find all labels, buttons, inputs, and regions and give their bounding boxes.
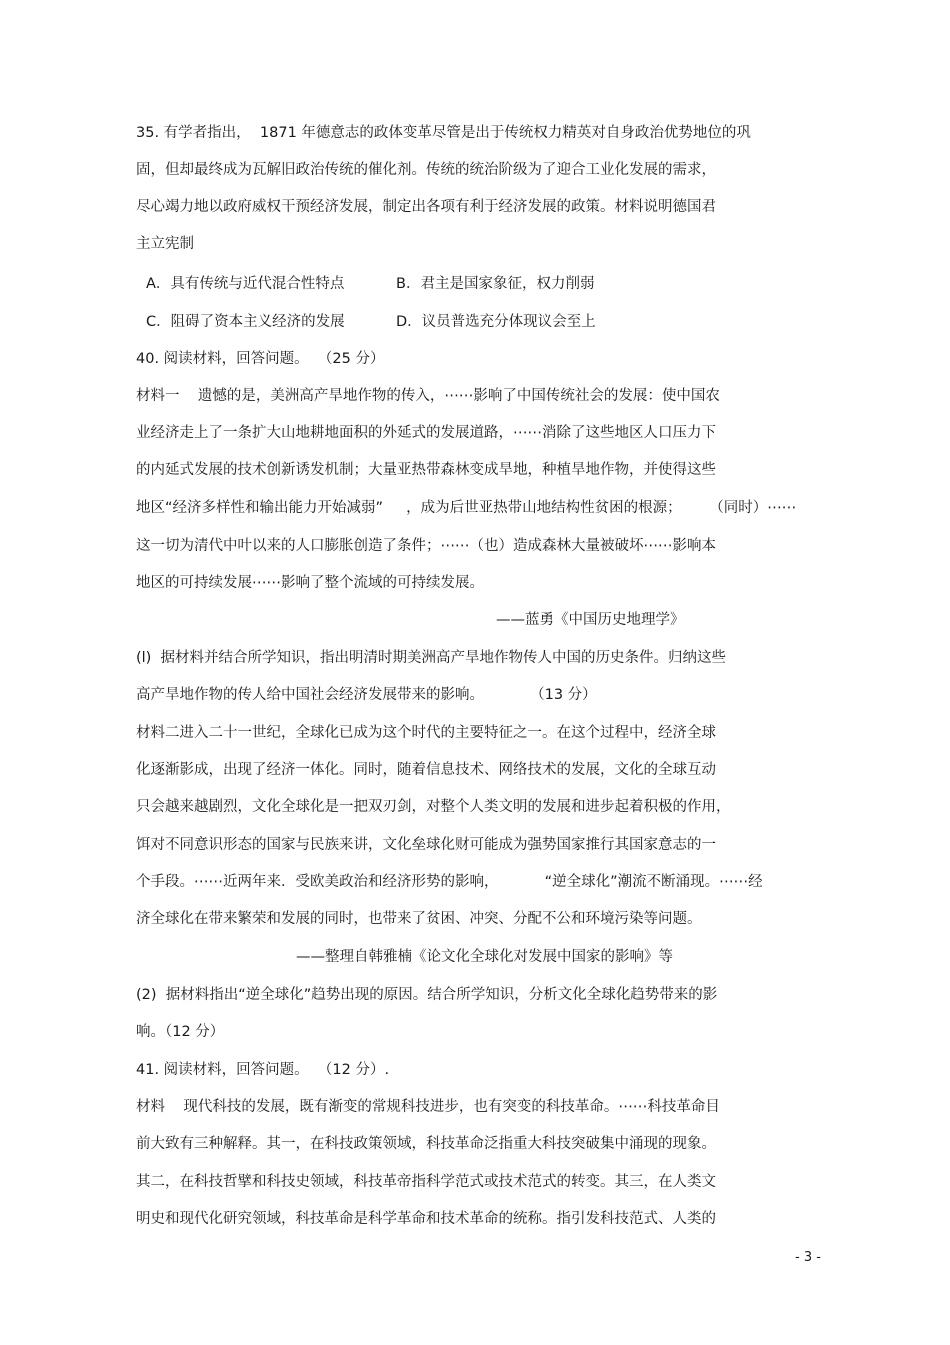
q40-material2-line-4: 饵对不同意识形态的国家与民族来讲，文化垒球化财可能成为强势国家推行其国家意志的一 xyxy=(136,837,716,853)
q40-material2-line-3: 只会越来越剧烈，文化全球化是一把双刃剑，对整个人类文明的发展和进步起着积极的作用， xyxy=(136,799,731,815)
q41-material-line-4: 明史和现代化研究领域，科技革命是科学革命和技术革命的统称。指引发科技范式、人类的 xyxy=(136,1211,716,1227)
q35-line-1: 35. 有学者指出， 1871 年德意志的政体变革尽管是出于传统权力精英对自身政治优势地位的巩 xyxy=(136,125,751,141)
q40-material1-line-2: 业经济走上了一条扩大山地耕地面积的外延式的发展道路，⋯⋯消除了这些地区人口压力下 xyxy=(136,425,716,441)
q40-material1-line-6: 地区的可持续发展⋯⋯影响了整个流域的可持续发展。 xyxy=(136,575,484,591)
q40-material1-line-5: 这一切为清代中叶以来的人口膨胀创造了条件；⋯⋯（也）造成森林大量被破坏⋯⋯影响本 xyxy=(136,538,716,554)
q41-material-line-3: 其二，在科技哲擘和科技史领域，科技革帝指科学范式或技术范式的转变。其三，在人类文 xyxy=(136,1174,716,1190)
q40-material1-line-1: 材料一 遗憾的是，美洲高产旱地作物的传入，⋯⋯影响了中国传统社会的发展：使中国农 xyxy=(136,388,720,404)
q35-line-2: 固，但却最终成为瓦解旧政治传统的催化剂。传统的统治阶级为了迎合工业化发展的需求， xyxy=(136,162,716,178)
q41-material-line-1: 材料 现代科技的发展，既有渐变的常规科技进步，也有突变的科技革命。⋯⋯科技革命目 xyxy=(136,1099,720,1115)
q40-source-1: ——蓝勇《中国历史地理学》 xyxy=(496,612,685,628)
q40-source-2: ——整理自韩雅楠《论文化全球化对发展中国家的影响》等 xyxy=(296,949,673,965)
q40-task2-line-1: (2) 据材料指出“逆全球化”趋势出现的原因。结合所学知识，分析文化全球化趋势带来的影 xyxy=(136,987,718,1003)
q35-line-4: 主立宪制 xyxy=(136,236,194,252)
q40-task1-line-2: 高产旱地作物的传人给中国社会经济发展带来的影响。 （13 分） xyxy=(136,687,597,703)
q35-option-d: D．议员普选充分体现议会至上 xyxy=(396,314,596,330)
q40-material2-line-1: 材料二进入二十一世纪，全球化已成为这个时代的主要特征之一。在这个过程中，经济全球 xyxy=(136,725,716,741)
q35-option-c: C．阻碍了资本主义经济的发展 xyxy=(146,314,345,330)
q40-material2-line-2: 化逐渐影成，出现了经济一体化。同时，随着信息技术、网络技术的发展，文化的全球互动 xyxy=(136,762,716,778)
q41-material-line-2: 前大致有三种解释。其一，在科技政策领域，科技革命泛指重大科技突破集中涌现的现象。 xyxy=(136,1136,716,1152)
q35-line-3: 尽心竭力地以政府威权干预经济发展，制定出各项有利于经济发展的政策。材料说明德国君 xyxy=(136,199,716,215)
q35-option-a: A．具有传统与近代混合性特点 xyxy=(146,276,345,292)
q40-material1-line-3: 的内延式发展的技术创新诱发机制；大量亚热带森林变成旱地，种植旱地作物，并使得这些 xyxy=(136,462,716,478)
q40-material2-line-5: 个手段。⋯⋯近两年来．受欧美政治和经济形势的影响， “逆全球化”潮流不断涌现。⋯⋯经 xyxy=(136,874,763,890)
q40-header: 40. 阅读材料，回答问题。 （25 分） xyxy=(136,351,385,367)
q40-material2-line-6: 济全球化在带来繁荣和发展的同时，也带来了贫困、冲突、分配不公和环境污染等问题。 xyxy=(136,911,702,927)
q40-material1-line-4: 地区“经济多样性和输出能力开始减弱” ，成为后世亚热带山地结构性贫困的根源； （同时）⋯⋯ xyxy=(136,500,797,516)
q40-task2-line-2: 响。（12 分） xyxy=(136,1024,225,1040)
q35-option-b: B．君主是国家象征，权力削弱 xyxy=(396,276,595,292)
page-number: - 3 - xyxy=(795,1250,821,1265)
q41-header: 41. 阅读材料，回答问题。 （12 分）. xyxy=(136,1062,390,1078)
q40-task1-line-1: (l) 据材料并结合所学知识，指出明清时期美洲高产旱地作物传人中国的历史条件。归纳这些 xyxy=(136,650,727,666)
